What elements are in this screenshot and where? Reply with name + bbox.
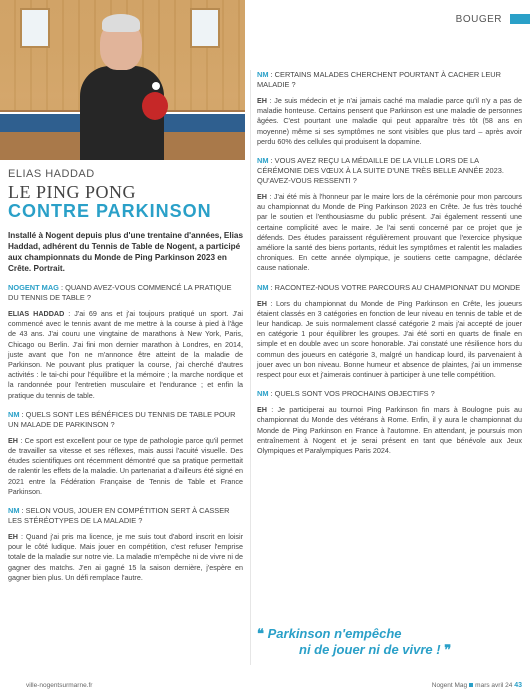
answer-text: Je suis médecin et je n'ai jamais caché ma maladie parce qu'il n'y a pas de maladie honteuse. Certains pensent que Parkinson est une maladie de personnes âgées. C'est pourtant une maladie qui peut apparaître très tôt (58 ans en moyenne) même si ses symptômes ne sont visibles que plus tard – après avoir perdu 60% des cellules qui produisent la dopamine. [257,96,522,146]
answer-speaker: EH [8,435,18,445]
hero-photo [0,0,245,160]
answer-text: J'ai 69 ans et j'ai toujours pratiqué un sport. J'ai commencé avec le tennis avant de me mettre à la course à pied à l'âge de 43 ans. J'ai couru une vingtaine de marathons à New York, Paris, Chicago ou Berlin. J'ai fini mon dernier marathon à Londres, en 2014, juste avant que l'on ne m'annonce être atteint de la maladie de Parkinson. Ne pouvant plus pratiquer la course, j'ai cherché d'autres activités : le tai-chi pour l'équilibre et la mémoire ; la marche nordique et la randonnée pour l'entretien musculaire et l'endurance ; et enfin la pratique du tennis de table. [8,309,243,400]
answer-text: Lors du championnat du Monde de Ping Parkinson en Crête, les joueurs étaient classés en 3 catégories en fonction de leur niveau en tennis de table et de leur handicap. Je suis normalement classé catégorie 2 mais j'ai accepté de jouer en catégorie 1 pour équilibrer les groupes. J'ai été sorti en quarts de finale en simple et en double avec un score honorable. J'ai constaté une résilience hors du commun des joueurs en catégorie 3, malgré un handicap lourd, ils parvenaient à jouer avec un bon niveau. Bonne humeur et absence de plaintes, j'ai un immense respect pour eux et j'aimerais continuer à participer à une telle compétition. [257,298,522,380]
pull-quote-text: Parkinson n'empêche [267,626,402,641]
article-kicker: ELIAS HADDAD [8,168,95,180]
photo-paddle [142,92,168,120]
answer-2: EH : Ce sport est excellent pour ce type de pathologie parce qu'il permet de travailler sa vitesse et ses réflexes, mais aussi l'acuité visuelle. Des études scientifiques ont récemment démontré que sa pratique permettait de ralentir les effets de la maladie. Un partenariat a d'ailleurs été signé en 2021 entre la Fédération Française de Tennis de Table et France Parkinson. [8,435,243,496]
question-7: NM : QUELS SONT VOS PROCHAINS OBJECTIFS ? [257,389,435,399]
answer-speaker: EH [257,96,267,105]
question-text: RACONTEZ-NOUS VOTRE PARCOURS AU CHAMPIONNAT DU MONDE [274,282,521,292]
answer-text: Quand j'ai pris ma licence, je me suis tout d'abord inscrit en loisir pour le côté ludique. Mais jouer en compétition, c'est refuser l'emprise totale de la maladie sur notre vie. La maladie m'empêche ni de vivre ni de gagner des matchs. J'en ai gagné 15 la saison dernière, j'espère en gagner bien plus. Un défi remplace l'autre. [8,532,243,582]
answer-5: EH : J'ai été mis à l'honneur par le maire lors de la cérémonie pour mon parcours au championnat du Monde de Ping Parkinson 2023 en Crête. Je fus très touché par le soutien et l'enthousiasme du public présent. J'ai également ressenti une certaine complicité avec le maire. Je l'ai senti concerné par ce projet que je défends. Des études paraissent régulièrement prouvant que l'exercice physique améliore la santé des biens portants, réduit les symptômes et ralentit les maladies chroniques. En cette année olympique, je soutiens cette campagne, déclarée cause nationale. [257,192,523,273]
pull-quote-line2 [257,642,522,658]
section-tag: BOUGER [455,14,502,25]
footer-mag: Nogent Mag [431,682,468,689]
question-3: NM : SELON VOUS, JOUER EN COMPÉTITION SERT À CASSER LES STÉRÉOTYPES DE LA MALADIE ? [8,506,230,526]
answer-text: J'ai été mis à l'honneur par le maire lors de la cérémonie pour mon parcours au championnat du Monde de Ping Parkinson 2023 en Crête. Je fus très touché par le soutien et l'enthousiasme du public présent. J'ai également ressenti une certaine complicité avec le maire. Je l'ai senti concerné par ce projet que je défends. Des études paraissent régulièrement prouvant que l'exercice physique améliore la santé des biens portants, réduit les symptômes et ralentit les maladies chroniques. En cette année olympique, je soutiens cette campagne, déclarée cause nationale. [257,192,523,273]
pull-quote-text: ni de jouer ni de vivre ! [299,642,441,657]
left-column [8,168,243,583]
question-text: CERTAINS MALADES CHERCHENT POURTANT À CACHER LEUR MALADIE ? [257,70,501,89]
open-quote-icon: ❝ [257,626,264,641]
question-speaker: NM [257,282,269,292]
answer-text: Ce sport est excellent pour ce type de pathologie parce qu'il permet de travailler sa vitesse et ses réflexes, mais aussi l'acuité visuelle. Des études scientifiques ont récemment démontré que sa pratique permettait de ralentir les effets de la maladie. Un partenariat a d'ailleurs été signé en 2021 entre la Fédération Française de Tennis de Table et France Parkinson. [8,435,243,496]
question-text: VOUS AVEZ REÇU LA MÉDAILLE DE LA VILLE LORS DE LA CÉRÉMONIE DES VŒUX À LA SUITE D'UNE TRÈS BELLE ANNÉE 2023. QU'AVEZ-VOUS RESSENTI ? [257,156,504,186]
answer-1: ELIAS HADDAD : J'ai 69 ans et j'ai toujours pratiqué un sport. J'ai commencé avec le tennis avant de me mettre à la course à pied à l'âge de 43 ans. J'ai couru une vingtaine de marathons à New York, Paris, Chicago ou Berlin. J'ai fini mon dernier marathon à Londres, en 2014, juste avant que l'on ne m'annonce être atteint de la maladie de Parkinson. Ne pouvant plus pratiquer la course, j'ai cherché d'autres activités : le tai-chi pour l'équilibre et la mémoire ; la marche nordique et la randonnée pour l'entretien musculaire et l'endurance ; et enfin la pratique du tennis de table. [8,309,243,400]
answer-speaker: ELIAS HADDAD [8,309,65,318]
answer-7: EH : Je participerai au tournoi Ping Parkinson fin mars à Boulogne puis au championnat du Monde des vétérans à Rome. Enfin, il y aura le championnat du Monde de Ping Parkinson en France à l'automne. En attendant, je poursuis mon entraînement à Nogent et je serai présent en tant que bénévole aux Jeux Olympiques et Paralympiques Paris 2024. [257,405,522,456]
question-2: NM : QUELS SONT LES BÉNÉFICES DU TENNIS DE TABLE POUR UN MALADE DE PARKINSON ? [8,409,236,429]
question-speaker: NM [257,389,269,399]
question-1: NOGENT MAG : QUAND AVEZ-VOUS COMMENCÉ LA PRATIQUE DU TENNIS DE TABLE ? [8,283,232,302]
answer-6: EH : Lors du championnat du Monde de Ping Parkinson en Crête, les joueurs étaient classés en 3 catégories en fonction de leur niveau en tennis de table et de leur handicap. Je suis normalement classé catégorie 2 mais j'ai accepté de jouer en catégorie 1 pour équilibrer les groupes. J'ai été sorti en quarts de finale en simple et en double avec un score honorable. J'ai constaté une résilience hors du commun des joueurs en catégorie 3, malgré un handicap lourd, ils parvenaient à jouer avec un bon niveau. Bonne humeur et absence de plaintes, j'ai un immense respect pour eux et j'aimerais continuer à participer à une telle compétition. [257,298,522,380]
page-number: 43 [514,682,522,689]
footer-site: ville-nogentsurmarne.fr [26,682,93,689]
question-speaker: NM [8,409,20,419]
answer-4: EH : Je suis médecin et je n'ai jamais caché ma maladie parce qu'il n'y a pas de maladie honteuse. Certains pensent que Parkinson est une maladie de personnes âgées. C'est pourtant une maladie qui peut apparaître très tôt (58 ans en moyenne) même si ses symptômes ne sont visibles que plus tard – après avoir perdu 60% des cellules qui produisent la dopamine. [257,96,522,146]
question-6: NM : RACONTEZ-NOUS VOTRE PARCOURS AU CHAMPIONNAT DU MONDE [257,282,521,292]
photo-window [190,8,220,48]
photo-window [20,8,50,48]
article-title-line2: CONTRE PARKINSON [8,201,212,221]
column-divider [250,70,251,665]
question-4: NM : CERTAINS MALADES CHERCHENT POURTANT À CACHER LEUR MALADIE ? [257,70,501,89]
answer-speaker: EH [257,192,267,202]
question-5: NM : VOUS AVEZ REÇU LA MÉDAILLE DE LA VILLE LORS DE LA CÉRÉMONIE DES VŒUX À LA SUITE D'UNE TRÈS BELLE ANNÉE 2023. QU'AVEZ-VOUS RESSENTI ? [257,156,504,186]
question-text: SELON VOUS, JOUER EN COMPÉTITION SERT À CASSER LES STÉRÉOTYPES DE LA MALADIE ? [8,506,230,526]
photo-person-hair [102,14,140,32]
pull-quote [257,626,522,658]
answer-speaker: EH [257,298,267,308]
question-speaker: NM [8,506,20,516]
answer-text: Je participerai au tournoi Ping Parkinson fin mars à Boulogne puis au championnat du Monde des vétérans à Rome. Enfin, il y aura le championnat du Monde de Ping Parkinson en France à l'automne. En attendant, je poursuis mon entraînement à Nogent et je serai présent en tant que bénévole aux Jeux Olympiques et Paralympiques Paris 2024. [257,405,522,456]
answer-speaker: EH [8,532,18,542]
pull-quote-line1 [257,626,522,642]
article-title-line1: LE PING PONG [8,182,137,202]
question-speaker: NM [257,156,269,166]
footer-dot-icon [469,683,473,687]
section-rule [510,14,530,24]
photo-ball [152,82,160,90]
right-column [257,70,522,456]
question-text: QUELS SONT LES BÉNÉFICES DU TENNIS DE TABLE POUR UN MALADE DE PARKINSON ? [8,409,236,429]
question-speaker: NM [257,70,269,79]
article-lede: Installé à Nogent depuis plus d'une trentaine d'années, Elias Haddad, adhérent du Tennis de Table de Nogent, a participé aux championnats du Monde de Ping Parkinson 2023 en Crête. Portrait. [8,231,244,273]
footer-info [432,682,522,689]
question-text: QUELS SONT VOS PROCHAINS OBJECTIFS ? [274,389,435,399]
answer-3: EH : Quand j'ai pris ma licence, je me suis tout d'abord inscrit en loisir pour le côté ludique. Mais jouer en compétition, c'est refuser l'emprise totale de la maladie sur notre vie. La maladie m'empêche ni de vivre ni de gagner des matchs. J'en ai gagné 15 la saison dernière, j'espère en gagner bien plus. Un défi remplace l'autre. [8,532,243,582]
question-speaker: NOGENT MAG [8,283,59,292]
answer-speaker: EH [257,405,267,415]
close-quote-icon: ❞ [444,642,452,657]
footer-date: mars avril 24 [475,682,513,689]
question-text: QUAND AVEZ-VOUS COMMENCÉ LA PRATIQUE DU TENNIS DE TABLE ? [8,283,232,302]
